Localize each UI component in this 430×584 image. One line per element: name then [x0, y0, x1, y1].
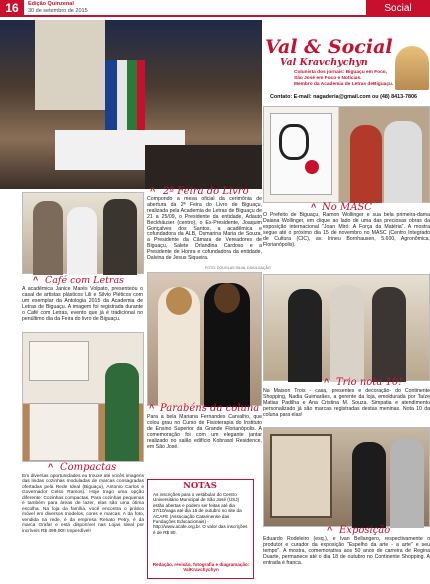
compactas-mark: ^	[48, 462, 54, 472]
kitchen-cabinet	[29, 341, 89, 381]
wall-panel	[35, 20, 105, 110]
person	[372, 287, 406, 382]
compactas-photo	[22, 332, 144, 462]
page-number: 16	[0, 0, 24, 17]
author-portrait	[395, 46, 429, 90]
cafe-title: Café com Letras	[45, 275, 124, 286]
author-bio-line: Membro da Academia de Letras deBiguaçu.	[294, 82, 394, 87]
exposicao-photo	[263, 427, 430, 527]
section-label: Social	[366, 0, 430, 17]
person-woman	[350, 125, 382, 203]
person	[67, 207, 97, 275]
edition-date: 30 de setembro de 2015	[28, 8, 88, 14]
edition-label: Edição Quinzenal	[28, 1, 74, 7]
trio-photo	[263, 274, 430, 381]
column-title: Val & Social	[265, 36, 393, 58]
person	[390, 438, 424, 528]
notas-box	[147, 479, 254, 579]
trio-mark: ^	[324, 377, 330, 387]
person	[352, 442, 386, 528]
masc-photo	[263, 106, 430, 203]
column-author: Val Kravchychyn	[280, 57, 368, 68]
feira-photo	[0, 20, 262, 189]
feira-title: 2ª Feira do Livro	[163, 186, 249, 197]
person	[33, 201, 63, 275]
masc-text: O Prefeito de Biguaçu, Ramon Wollinger e sua bela primeira-dama Daiana Wollinger, em clique ao lado de uma das preciosas obras da exposição internacional "Joan Miró: A Força da Matéria". A mostra segue até o próximo dia 15 de novembro no MASC (Centro Integrado de Cultura (CIC), av. Irineu Bornhausen, 5.600, Agronômica, Florianópolis).	[263, 212, 430, 248]
person-man	[384, 121, 422, 203]
exposicao-title: Exposição	[339, 525, 391, 536]
hair	[166, 287, 192, 315]
notas-title: NOTAS	[183, 481, 217, 491]
audience	[145, 145, 262, 189]
notas-footer: Redação, revisão, fotografia e diagramação: ValKravchychyn	[152, 562, 250, 573]
feira-credit: FOTO: DOUGLAS SILVA, DIVULGAÇÃO	[205, 266, 271, 270]
exposicao-mark: ^	[327, 525, 333, 535]
parabens-mark: ^	[149, 403, 155, 413]
miro-artwork	[270, 113, 332, 195]
person	[105, 363, 139, 461]
parabens-text: Para a bela Mariana Fernandes Carvalho, que colou grau no Curso de Fisioterapia do Instituto de Ensino Superior da Grande Florianópolis. A comemoração foi com um elegante jantar realizado no salão edifício Kobrasol Residence, em São José.	[147, 414, 262, 450]
flags	[105, 60, 145, 130]
author-bio-line: São José em Foco e Notícias.	[294, 76, 362, 81]
kitchen-cabinet	[29, 403, 99, 461]
person	[330, 285, 364, 382]
artwork-stroke	[279, 124, 309, 160]
person	[103, 199, 137, 275]
cafe-text: A acadêmica Janice Marés Volpato, presenteou o casal de artistas plásticos Lili e Silvio Pléticos com um exemplar da Antologia 2015 da Academia de Letras de Biguaçu. A imagem foi registrada durante o Café com Letras, evento que já é tradicional no penúltimo dia da Feira do livro de Biguaçu.	[22, 286, 143, 322]
feira-text: Compondo a mesa oficial da cerimônia de abertura da 2ª Feira do Livro de Biguaçu, realizada pela Academia de Letras de Biguaçu de 21 a 25/09, o Presidente da entidade, Adauto Beckhäuser (centro), o Ex-Presidente, Joaquim Gonçalves dos Santos, a acadêmica e cofundadora da ALB, Osmarina Maria de Souza, a Presidente da Câmara de Vereadores de Biguaçu, Salete Orlandina Cardoso e a Presidente de Honra e cofundadora da entidade, Dalvina de Jesus Siqueira.	[147, 196, 262, 262]
feira-mark: ^	[150, 186, 156, 196]
trio-text: Na Maison Trois - casa, presentes e decoração- do Continente Shopping, Nadia Guimarães, a gerente da loja, emoldurada por Taíze Matias Padilha e Ana Cristina M. Souza. Simpatia e atendimento personalizado já são marcas registradas destas meninas. Nota 10 da coluna para elas!	[263, 388, 430, 418]
cafe-mark: ^	[33, 275, 39, 285]
cafe-photo	[22, 192, 144, 274]
parabens-photo	[147, 272, 262, 406]
exposicao-text: Eduardo Rodeleiro (esq.), e Ivan Bellangero, respectivamente o produtor e curador da exposição "Espelho da arte - a arte" e seu tempo". A mostra, comemorativa aos 50 anos de carreira de Regina Duarte, permanece até o dia 18 de outubro no Continente Shopping. A entrada é franca.	[263, 536, 430, 566]
column-contact: Contato: E-mail: nagaderia@gmail.com ou (48) 8413-7806	[270, 94, 417, 100]
artwork-red-dot	[305, 160, 319, 174]
parabens-title: Parabéns da coluna	[160, 403, 260, 414]
compactas-title: Compactas	[60, 462, 117, 473]
hair	[214, 283, 240, 313]
author-bio-line: Colunista dos jornais: Biguaçu em Foco,	[294, 70, 388, 75]
person	[288, 289, 322, 382]
trio-title: Trio nota 10!	[336, 377, 403, 388]
compactas-text: Em diversas oportunidades eu trouxe até vocês imagens das lindas cozinhas moduladas de marcas consagradas ofertadas pela Rede Ideal (Biguaçu), Antonio Carlos e Governador Celso Ramos). Hoje trago uma opção diferente: Cozinhas compactas. Para cozinhas pequenas e também para áreas de lazer, elas são uma ótima escolha. Na loja da família, você encontra o prático móvel em diversos modelos, cores e marcas. A da foto, vendida na rede, é da empresa Renato Petry, é da marca Grafar e está disponível nas Lojas Ideal por incríveis R$ 499,00!! Imperdível!	[22, 474, 144, 534]
notas-text: As inscrições para o vestibular do Centro Universitário Municipal de São José (USJ) estão abertas e podem ser feitas até dia 27/10/vaga até dia 15 de outubro no site da ACAFE (Associação Catarinense das Fundações Educacionais) - http://www.acafe.org.br. O valor das inscrições é de R$ 90.	[153, 492, 248, 535]
masc-mark: ^	[311, 202, 317, 212]
masc-title: No MASC	[322, 202, 372, 213]
painting	[270, 434, 332, 518]
